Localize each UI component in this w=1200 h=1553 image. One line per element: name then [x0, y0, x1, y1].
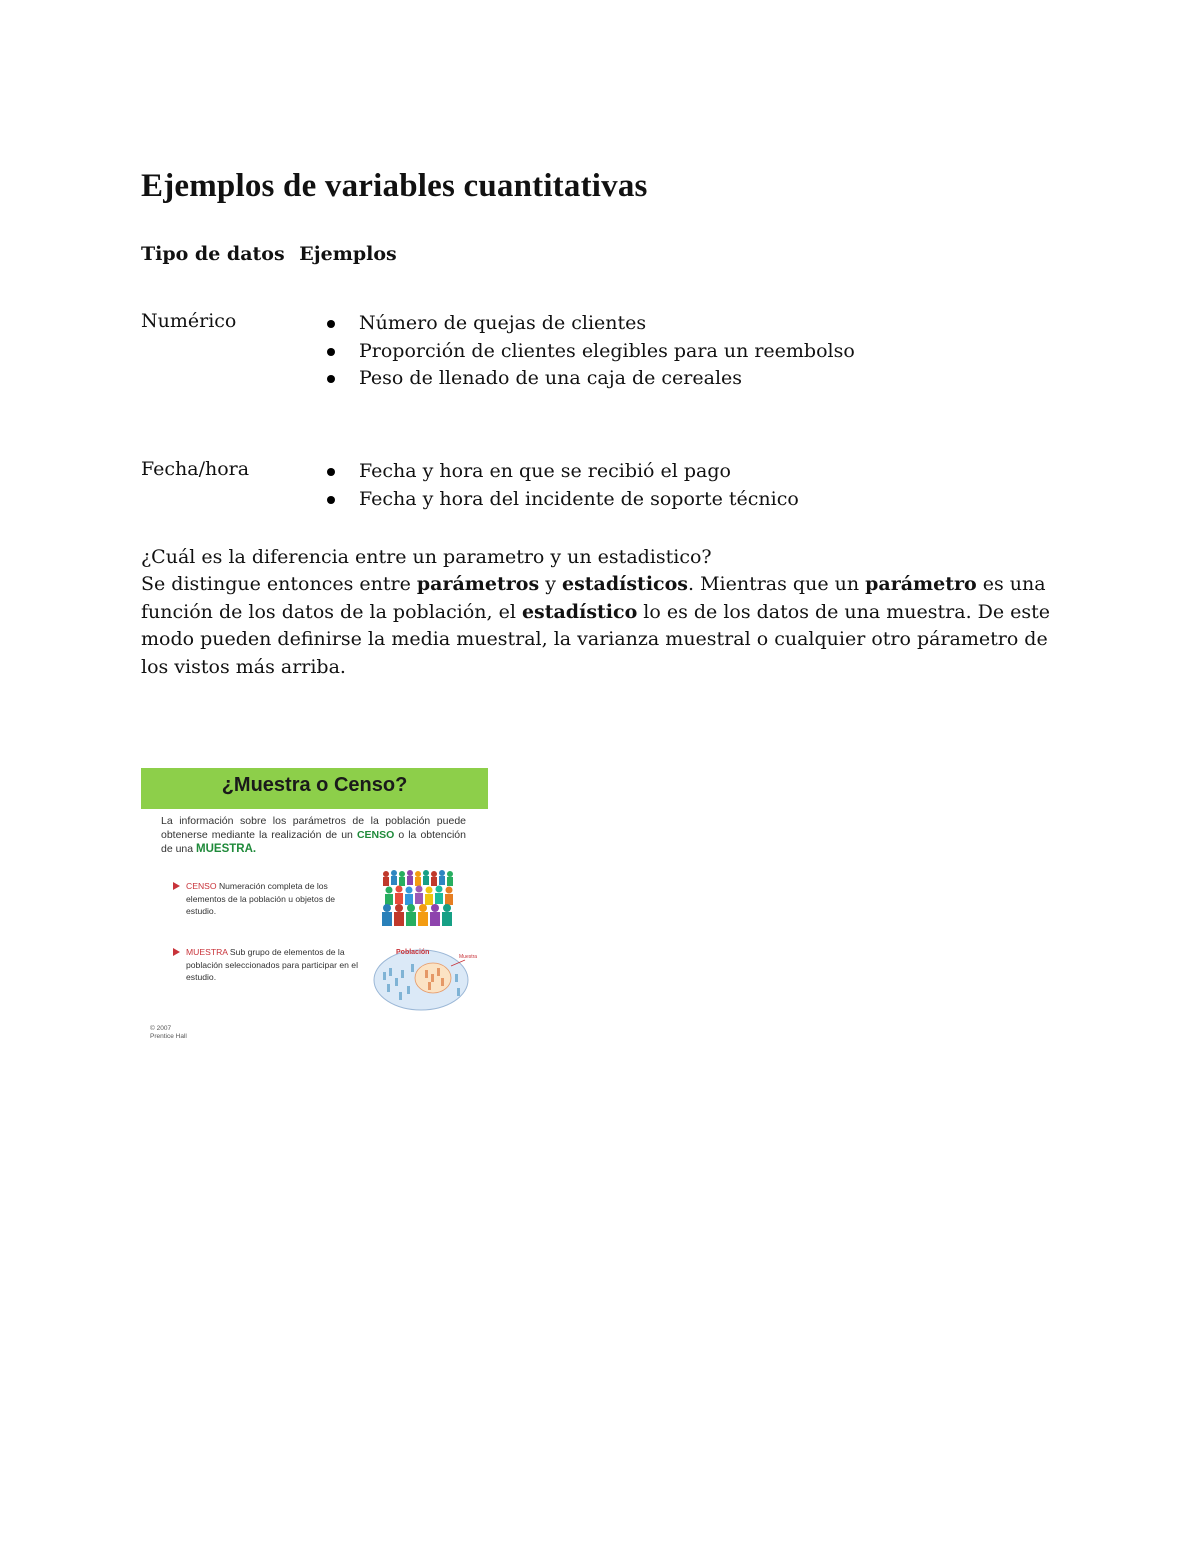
examples-list	[359, 310, 855, 393]
bullet-icon	[327, 496, 335, 504]
slide-item-muestra: MUESTRA Sub grupo de elementos de la población seleccionados para participar en el estudio.	[186, 946, 366, 984]
question-text: ¿Cuál es la diferencia entre un parametro y un estadistico?	[141, 546, 712, 568]
list-item: Fecha y hora en que se recibió el pago	[359, 458, 799, 486]
row-type-label: Fecha/hora	[141, 458, 250, 480]
bullet-icon	[327, 320, 335, 328]
term-estadistico: estadístico	[521, 600, 638, 623]
term-parametro: parámetro	[865, 573, 977, 595]
slide-intro-text: La información sobre los parámetros de la población puede obtenerse mediante la realización de un CENSO o la obtención de una MUESTRA.	[161, 815, 466, 855]
table-header	[141, 243, 397, 265]
population-sample-diagram	[371, 944, 481, 1012]
crowd-people-icon	[381, 868, 459, 928]
sample-label: Muestra	[459, 954, 478, 960]
bullet-icon	[327, 468, 335, 476]
slide-copyright: © 2007 Prentice Hall	[150, 1025, 187, 1040]
embedded-slide-image	[141, 768, 488, 1044]
list-item: Fecha y hora del incidente de soporte técnico	[359, 486, 799, 514]
list-item: Proporción de clientes elegibles para un reembolso	[359, 338, 855, 366]
population-label: Población	[396, 949, 430, 956]
bullet-icon	[327, 348, 335, 356]
triangle-bullet-icon	[173, 882, 180, 890]
population-ellipse-icon	[371, 944, 481, 1012]
row-type-label: Numérico	[141, 310, 237, 332]
slide-title: ¿Muestra o Censo?	[221, 774, 408, 796]
list-item: Peso de llenado de una caja de cereales	[359, 365, 855, 393]
body-paragraph: Se distingue entonces entre parámetros y estadísticos. Mientras que un parámetro es una función de los datos de la población, el estadístico lo es de los datos de una muestra. De este modo pueden definirse la media muestral, la varianza muestral o cualquier otro párametro de los vistos más arriba.	[141, 573, 1051, 678]
document-title: Ejemplos de variables cuantitativas	[141, 168, 648, 204]
triangle-bullet-icon	[173, 948, 180, 956]
examples-list	[359, 458, 799, 513]
column-header-examples: Ejemplos	[299, 243, 397, 265]
list-item: Número de quejas de clientes	[359, 310, 855, 338]
bullet-icon	[327, 375, 335, 383]
term-parametros: parámetros	[416, 573, 540, 595]
term-estadisticos: estadísticos	[561, 573, 688, 595]
column-header-type: Tipo de datos	[141, 243, 285, 265]
slide-item-censo: CENSO Numeración completa de los elementos de la población u objetos de estudio.	[186, 880, 366, 918]
